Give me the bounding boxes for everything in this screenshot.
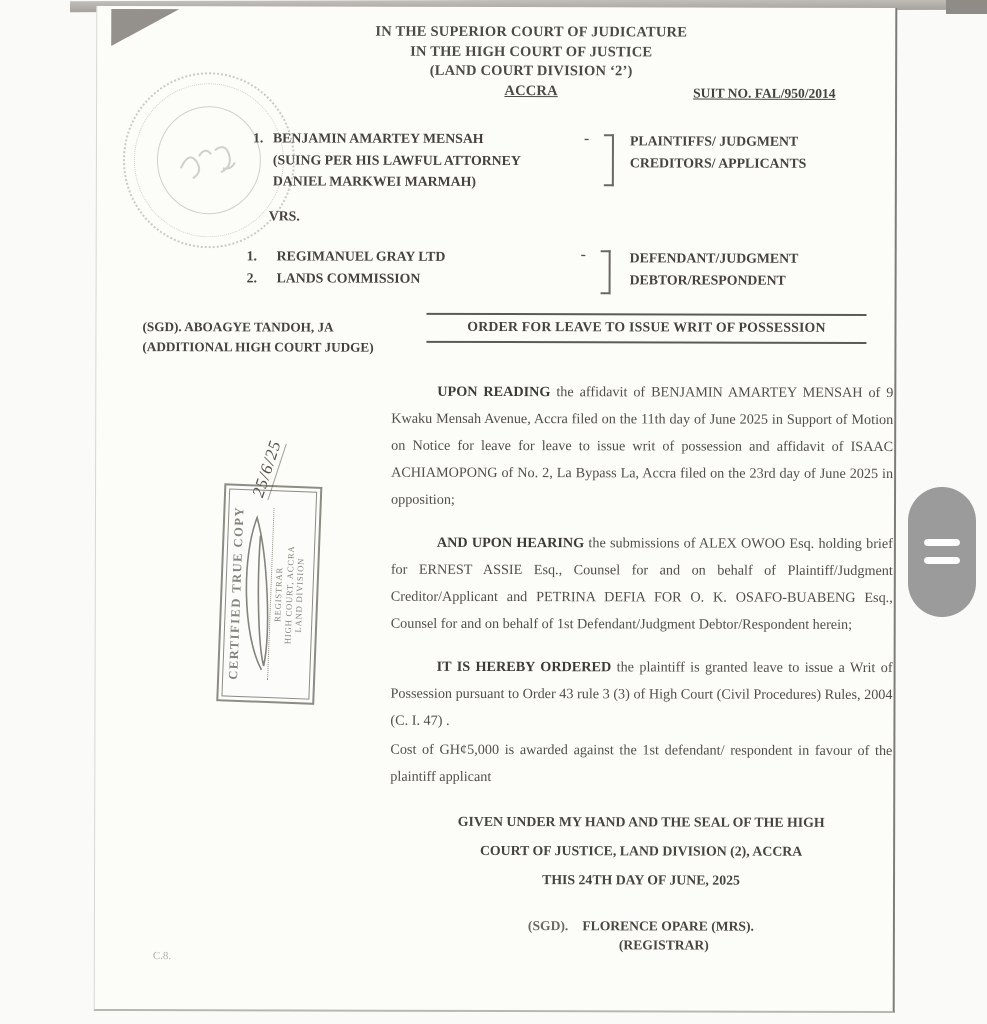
paragraph-upon-reading [391, 379, 893, 515]
stamp-title: CERTIFIED TRUE COPY [226, 505, 247, 680]
registrar-sgd: (SGD). [527, 918, 569, 934]
header-line-1: IN THE SUPERIOR COURT OF JUDICATURE [375, 23, 688, 41]
paragraph-1-lead: UPON READING [437, 383, 551, 401]
judge-sgd-line: (SGD). ABOAGYE TANDOH, JA [142, 319, 334, 335]
paragraph-2-lead: AND UPON HEARING [436, 534, 585, 552]
closing-attestation [390, 807, 892, 895]
drag-handle-button[interactable] [908, 487, 976, 617]
defendant-name-1: REGIMANUEL GRAY LTD [276, 248, 446, 264]
header-line-2: IN THE HIGH COURT OF JUSTICE [410, 43, 653, 60]
paragraph-2-text: the submissions of ALEX OWOO Esq. holding brief for ERNEST ASSIE Esq., Counsel for and on behalf of Plaintiff/Judgment Creditor/Applicant and PETRINA DEFIA FOR O. K. OSAFO-BUABENG Esq., Counsel for and on behalf of 1st Defendant/Judgment Debtor/Respondent herein; [390, 535, 893, 633]
plaintiff-bracket [583, 130, 616, 186]
signature-squiggle-icon [239, 509, 275, 676]
stamp-addr-2: HIGH COURT, ACCRA [281, 545, 296, 645]
closing-line-2: COURT OF JUSTICE, LAND DIVISION (2), ACCRA [479, 842, 803, 859]
handwritten-date: 25/6/25 [248, 437, 285, 500]
suit-number: SUIT NO. FAL/950/2014 [693, 85, 836, 101]
document-page [94, 6, 898, 1013]
defendant-role [630, 247, 860, 291]
stamp-addr-3: LAND DIVISION [292, 557, 306, 633]
registrar-title: (REGISTRAR) [618, 937, 709, 953]
plaintiff-names [273, 127, 603, 192]
paragraph-upon-hearing [391, 530, 893, 639]
registrar-signature-block [390, 916, 892, 955]
plaintiff-line-2: (SUING PER HIS LAWFUL ATTORNEY [272, 151, 521, 168]
plaintiff-dash: - [583, 130, 590, 148]
scan-top-edge-dark [946, 0, 987, 14]
header-line-4: ACCRA [504, 82, 558, 99]
page-footnote: C.8. [152, 950, 172, 963]
versus-label: VRS. [268, 208, 300, 224]
stamp-address [271, 545, 306, 645]
certified-true-copy-stamp [223, 493, 320, 711]
plaintiff-role-1: PLAINTIFFS/ JUDGMENT [629, 133, 799, 149]
order-title: ORDER FOR LEAVE TO ISSUE WRIT OF POSSESSION [426, 313, 866, 344]
header-line-3: (LAND COURT DIVISION ‘2’) [429, 62, 633, 80]
defendant-names [277, 245, 577, 289]
paragraph-3-lead: IT IS HEREBY ORDERED [436, 658, 612, 676]
defendant-number-2: 2. [246, 269, 257, 285]
paragraph-ordered [390, 654, 892, 736]
paragraph-cost [390, 737, 892, 792]
page-corner-fold [111, 9, 179, 46]
paragraph-4-text: Cost of GH¢5,000 is awarded against the 1st defendant/ respondent in favour of the plaintiff applicant [390, 741, 893, 785]
paragraph-1-text: the affidavit of BENJAMIN AMARTEY MENSAH of 9 Kwaku Mensah Avenue, Accra filed on the 11th day of June 2025 in Support of Motion on Notice for leave for leave to issue writ of possession and affidavit of ISAAC ACHIAMOPONG of No. 2, La Bypass La, Accra filed on the 23rd day of June 2025 in opposition; [391, 384, 894, 508]
stamp-addr-1: REGISTRAR [272, 566, 285, 623]
registrar-signature-line [241, 507, 274, 680]
order-body [390, 379, 894, 955]
registrar-line-1 [390, 916, 892, 936]
defendant-numbers [247, 245, 267, 288]
judge-title-line: (ADDITIONAL HIGH COURT JUDGE) [142, 339, 374, 355]
plaintiff-role [630, 130, 860, 174]
closing-line-1: GIVEN UNDER MY HAND AND THE SEAL OF THE HIGH [457, 813, 825, 830]
defendant-role-2: DEBTOR/RESPONDENT [629, 271, 786, 288]
defendant-bracket [580, 246, 613, 294]
handle-bar-icon [924, 539, 960, 546]
closing-line-3: THIS 24TH DAY OF JUNE, 2025 [542, 872, 740, 888]
defendant-number-1: 1. [246, 248, 258, 264]
defendant-name-2: LANDS COMMISSION [276, 269, 421, 286]
defendant-role-1: DEFENDANT/JUDGMENT [629, 250, 799, 266]
defendant-dash: - [580, 246, 587, 264]
plaintiff-line-1: BENJAMIN AMARTEY MENSAH [272, 130, 484, 146]
paragraph-3-text: the plaintiff is granted leave to issue a Writ of Possession pursuant to Order 43 rule 3 (3) of High Court (Civil Procedures) Rules, 2004 (C. I. 47) . [390, 659, 893, 729]
registrar-name: FLORENCE OPARE (MRS). [582, 918, 754, 934]
plaintiff-role-2: CREDITORS/ APPLICANTS [629, 154, 807, 171]
plaintiff-line-3: DANIEL MARKWEI MARMAH) [272, 173, 477, 189]
seal-emblem [171, 128, 247, 192]
plaintiff-number: 1. [252, 130, 264, 146]
judge-signature-block [142, 317, 373, 358]
handle-bar-icon [924, 557, 960, 564]
court-header [329, 23, 733, 102]
